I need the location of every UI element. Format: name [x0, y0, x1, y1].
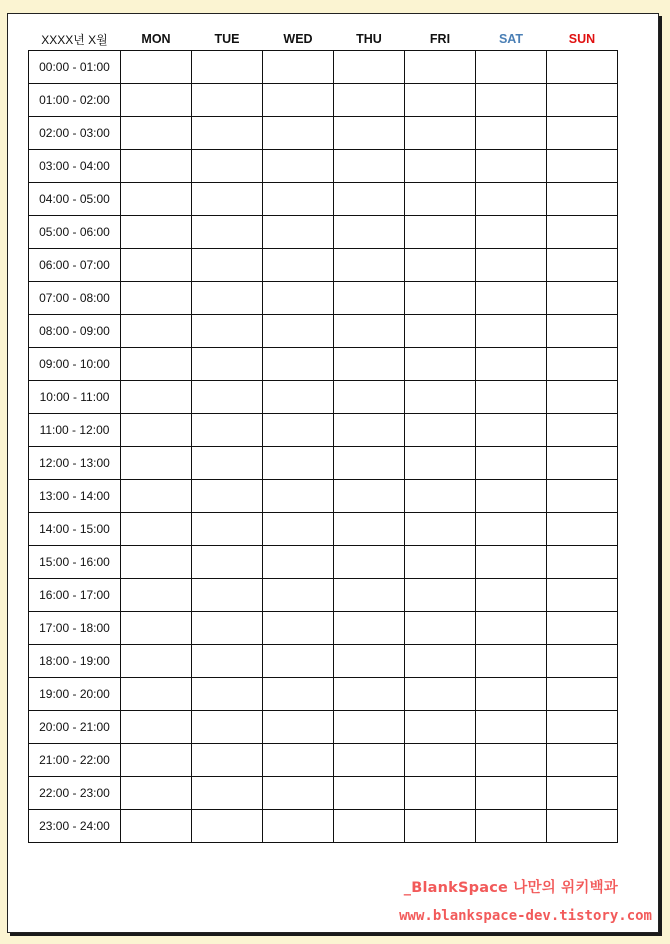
schedule-cell-fri[interactable] [405, 216, 476, 249]
schedule-cell-thu[interactable] [334, 249, 405, 282]
table-row [29, 480, 618, 513]
schedule-cell-wed[interactable] [263, 348, 334, 381]
schedule-cell-mon[interactable] [121, 513, 192, 546]
schedule-cell-sat[interactable] [476, 447, 547, 480]
schedule-cell-mon[interactable] [121, 546, 192, 579]
schedule-cell-sun[interactable] [547, 447, 618, 480]
schedule-cell-fri[interactable] [405, 579, 476, 612]
schedule-cell-mon[interactable] [121, 348, 192, 381]
schedule-cell-fri[interactable] [405, 546, 476, 579]
schedule-cell-wed[interactable] [263, 579, 334, 612]
schedule-cell-sun[interactable] [547, 282, 618, 315]
schedule-cell-sat[interactable] [476, 84, 547, 117]
weekly-schedule-table [28, 28, 618, 843]
table-row [29, 777, 618, 810]
time-slot-label: 23:00 - 24:00 [29, 810, 121, 843]
schedule-cell-mon[interactable] [121, 150, 192, 183]
schedule-cell-mon[interactable] [121, 612, 192, 645]
schedule-cell-fri[interactable] [405, 678, 476, 711]
schedule-cell-sat[interactable] [476, 711, 547, 744]
time-slot-label: 02:00 - 03:00 [29, 117, 121, 150]
schedule-cell-tue[interactable] [192, 711, 263, 744]
schedule-cell-thu[interactable] [334, 414, 405, 447]
schedule-cell-tue[interactable] [192, 84, 263, 117]
schedule-cell-tue[interactable] [192, 249, 263, 282]
schedule-cell-wed[interactable] [263, 612, 334, 645]
schedule-cell-tue[interactable] [192, 282, 263, 315]
schedule-cell-fri[interactable] [405, 150, 476, 183]
schedule-cell-sun[interactable] [547, 381, 618, 414]
schedule-cell-fri[interactable] [405, 183, 476, 216]
time-slot-label: 20:00 - 21:00 [29, 711, 121, 744]
schedule-cell-sat[interactable] [476, 480, 547, 513]
schedule-cell-mon[interactable] [121, 579, 192, 612]
schedule-cell-sun[interactable] [547, 249, 618, 282]
schedule-cell-wed[interactable] [263, 546, 334, 579]
schedule-cell-wed[interactable] [263, 513, 334, 546]
schedule-cell-sat[interactable] [476, 216, 547, 249]
table-row [29, 513, 618, 546]
table-row [29, 678, 618, 711]
schedule-cell-thu[interactable] [334, 579, 405, 612]
schedule-cell-mon[interactable] [121, 216, 192, 249]
schedule-cell-wed[interactable] [263, 51, 334, 84]
schedule-cell-mon[interactable] [121, 414, 192, 447]
schedule-cell-thu[interactable] [334, 282, 405, 315]
schedule-cell-mon[interactable] [121, 711, 192, 744]
schedule-cell-wed[interactable] [263, 777, 334, 810]
schedule-cell-mon[interactable] [121, 381, 192, 414]
table-row [29, 348, 618, 381]
schedule-cell-tue[interactable] [192, 414, 263, 447]
schedule-cell-sat[interactable] [476, 348, 547, 381]
schedule-cell-wed[interactable] [263, 711, 334, 744]
schedule-cell-wed[interactable] [263, 381, 334, 414]
time-slot-label: 15:00 - 16:00 [29, 546, 121, 579]
schedule-cell-thu[interactable] [334, 744, 405, 777]
schedule-cell-thu[interactable] [334, 84, 405, 117]
schedule-cell-sat[interactable] [476, 645, 547, 678]
schedule-cell-tue[interactable] [192, 183, 263, 216]
schedule-cell-thu[interactable] [334, 51, 405, 84]
schedule-cell-thu[interactable] [334, 546, 405, 579]
time-slot-label: 04:00 - 05:00 [29, 183, 121, 216]
schedule-cell-fri[interactable] [405, 414, 476, 447]
time-slot-label: 09:00 - 10:00 [29, 348, 121, 381]
schedule-cell-mon[interactable] [121, 744, 192, 777]
schedule-cell-thu[interactable] [334, 150, 405, 183]
schedule-cell-thu[interactable] [334, 513, 405, 546]
schedule-cell-fri[interactable] [405, 447, 476, 480]
time-slot-label: 19:00 - 20:00 [29, 678, 121, 711]
schedule-cell-sun[interactable] [547, 744, 618, 777]
schedule-cell-mon[interactable] [121, 51, 192, 84]
schedule-cell-fri[interactable] [405, 645, 476, 678]
table-row [29, 579, 618, 612]
schedule-cell-sat[interactable] [476, 810, 547, 843]
schedule-cell-fri[interactable] [405, 777, 476, 810]
time-slot-label: 06:00 - 07:00 [29, 249, 121, 282]
time-slot-label: 13:00 - 14:00 [29, 480, 121, 513]
schedule-cell-sat[interactable] [476, 744, 547, 777]
schedule-cell-sat[interactable] [476, 381, 547, 414]
schedule-cell-sun[interactable] [547, 414, 618, 447]
table-row [29, 315, 618, 348]
schedule-cell-mon[interactable] [121, 480, 192, 513]
time-slot-label: 22:00 - 23:00 [29, 777, 121, 810]
schedule-cell-thu[interactable] [334, 183, 405, 216]
schedule-cell-tue[interactable] [192, 645, 263, 678]
time-slot-label: 01:00 - 02:00 [29, 84, 121, 117]
schedule-cell-fri[interactable] [405, 51, 476, 84]
schedule-cell-mon[interactable] [121, 249, 192, 282]
schedule-cell-sun[interactable] [547, 612, 618, 645]
schedule-cell-tue[interactable] [192, 480, 263, 513]
table-row [29, 117, 618, 150]
time-slot-label: 16:00 - 17:00 [29, 579, 121, 612]
schedule-cell-tue[interactable] [192, 744, 263, 777]
schedule-cell-sun[interactable] [547, 678, 618, 711]
time-slot-label: 14:00 - 15:00 [29, 513, 121, 546]
schedule-cell-mon[interactable] [121, 183, 192, 216]
table-row [29, 51, 618, 84]
schedule-cell-sat[interactable] [476, 678, 547, 711]
schedule-cell-fri[interactable] [405, 315, 476, 348]
schedule-cell-tue[interactable] [192, 546, 263, 579]
schedule-cell-sat[interactable] [476, 249, 547, 282]
table-row [29, 711, 618, 744]
schedule-cell-sat[interactable] [476, 777, 547, 810]
table-row [29, 744, 618, 777]
schedule-cell-sun[interactable] [547, 645, 618, 678]
schedule-cell-sat[interactable] [476, 546, 547, 579]
schedule-cell-wed[interactable] [263, 447, 334, 480]
schedule-cell-wed[interactable] [263, 117, 334, 150]
schedule-cell-tue[interactable] [192, 315, 263, 348]
schedule-cell-wed[interactable] [263, 84, 334, 117]
schedule-cell-tue[interactable] [192, 810, 263, 843]
schedule-cell-fri[interactable] [405, 810, 476, 843]
schedule-cell-mon[interactable] [121, 777, 192, 810]
schedule-cell-thu[interactable] [334, 117, 405, 150]
schedule-cell-wed[interactable] [263, 216, 334, 249]
schedule-cell-sun[interactable] [547, 117, 618, 150]
schedule-cell-sat[interactable] [476, 513, 547, 546]
schedule-cell-tue[interactable] [192, 513, 263, 546]
schedule-cell-thu[interactable] [334, 612, 405, 645]
schedule-cell-mon[interactable] [121, 117, 192, 150]
schedule-cell-sat[interactable] [476, 414, 547, 447]
schedule-cell-thu[interactable] [334, 711, 405, 744]
schedule-cell-thu[interactable] [334, 777, 405, 810]
schedule-cell-sun[interactable] [547, 51, 618, 84]
table-row [29, 381, 618, 414]
schedule-cell-mon[interactable] [121, 678, 192, 711]
day-header-sun: SUN [568, 32, 596, 46]
schedule-cell-sun[interactable] [547, 480, 618, 513]
schedule-cell-thu[interactable] [334, 381, 405, 414]
schedule-cell-mon[interactable] [121, 282, 192, 315]
schedule-cell-sun[interactable] [547, 348, 618, 381]
day-header-fri: FRI [429, 32, 451, 46]
schedule-cell-sun[interactable] [547, 810, 618, 843]
schedule-cell-thu[interactable] [334, 678, 405, 711]
schedule-cell-wed[interactable] [263, 480, 334, 513]
table-row [29, 612, 618, 645]
day-header-thu: THU [356, 32, 382, 46]
header-row [29, 28, 618, 51]
schedule-cell-wed[interactable] [263, 744, 334, 777]
schedule-cell-wed[interactable] [263, 150, 334, 183]
time-slot-label: 00:00 - 01:00 [29, 51, 121, 84]
schedule-cell-sat[interactable] [476, 612, 547, 645]
day-header-tue: TUE [214, 32, 240, 46]
time-slot-label: 18:00 - 19:00 [29, 645, 121, 678]
schedule-cell-sat[interactable] [476, 183, 547, 216]
time-slot-label: 11:00 - 12:00 [29, 414, 121, 447]
table-row [29, 216, 618, 249]
schedule-cell-sat[interactable] [476, 51, 547, 84]
schedule-cell-fri[interactable] [405, 480, 476, 513]
schedule-cell-sun[interactable] [547, 711, 618, 744]
site-url: www.blankspace-dev.tistory.com [399, 908, 652, 924]
schedule-cell-sat[interactable] [476, 282, 547, 315]
schedule-cell-wed[interactable] [263, 810, 334, 843]
schedule-cell-sat[interactable] [476, 117, 547, 150]
schedule-cell-wed[interactable] [263, 315, 334, 348]
schedule-cell-sat[interactable] [476, 315, 547, 348]
schedule-cell-tue[interactable] [192, 381, 263, 414]
schedule-cell-fri[interactable] [405, 84, 476, 117]
schedule-cell-sun[interactable] [547, 183, 618, 216]
schedule-cell-tue[interactable] [192, 579, 263, 612]
timetable-page [7, 13, 659, 933]
schedule-cell-fri[interactable] [405, 513, 476, 546]
schedule-cell-tue[interactable] [192, 777, 263, 810]
schedule-cell-sat[interactable] [476, 150, 547, 183]
time-slot-label: 05:00 - 06:00 [29, 216, 121, 249]
schedule-cell-fri[interactable] [405, 711, 476, 744]
schedule-cell-mon[interactable] [121, 84, 192, 117]
schedule-cell-tue[interactable] [192, 612, 263, 645]
schedule-cell-thu[interactable] [334, 315, 405, 348]
schedule-cell-wed[interactable] [263, 414, 334, 447]
schedule-cell-thu[interactable] [334, 216, 405, 249]
schedule-cell-sun[interactable] [547, 777, 618, 810]
schedule-cell-tue[interactable] [192, 51, 263, 84]
time-slot-label: 08:00 - 09:00 [29, 315, 121, 348]
schedule-cell-sun[interactable] [547, 315, 618, 348]
table-row [29, 282, 618, 315]
time-slot-label: 17:00 - 18:00 [29, 612, 121, 645]
schedule-cell-wed[interactable] [263, 678, 334, 711]
table-row [29, 414, 618, 447]
schedule-cell-sun[interactable] [547, 150, 618, 183]
table-row [29, 645, 618, 678]
schedule-cell-tue[interactable] [192, 678, 263, 711]
schedule-cell-sun[interactable] [547, 579, 618, 612]
schedule-cell-fri[interactable] [405, 348, 476, 381]
table-row [29, 84, 618, 117]
schedule-cell-fri[interactable] [405, 612, 476, 645]
brand-text: _BlankSpace 나만의 위키백과 [403, 880, 618, 896]
schedule-cell-fri[interactable] [405, 249, 476, 282]
table-row [29, 447, 618, 480]
schedule-cell-thu[interactable] [334, 348, 405, 381]
schedule-cell-sun[interactable] [547, 84, 618, 117]
schedule-cell-thu[interactable] [334, 645, 405, 678]
schedule-cell-tue[interactable] [192, 348, 263, 381]
schedule-cell-wed[interactable] [263, 249, 334, 282]
schedule-cell-tue[interactable] [192, 150, 263, 183]
schedule-cell-thu[interactable] [334, 810, 405, 843]
schedule-cell-wed[interactable] [263, 183, 334, 216]
time-slot-label: 21:00 - 22:00 [29, 744, 121, 777]
table-row [29, 546, 618, 579]
schedule-cell-fri[interactable] [405, 744, 476, 777]
schedule-cell-tue[interactable] [192, 117, 263, 150]
month-label: XXXX년 X월 [41, 32, 108, 47]
time-slot-label: 12:00 - 13:00 [29, 447, 121, 480]
table-row [29, 183, 618, 216]
schedule-cell-sun[interactable] [547, 216, 618, 249]
time-slot-label: 07:00 - 08:00 [29, 282, 121, 315]
schedule-cell-thu[interactable] [334, 480, 405, 513]
schedule-cell-tue[interactable] [192, 216, 263, 249]
schedule-cell-mon[interactable] [121, 447, 192, 480]
schedule-cell-sat[interactable] [476, 579, 547, 612]
day-header-mon: MON [141, 32, 171, 46]
schedule-cell-wed[interactable] [263, 282, 334, 315]
schedule-cell-mon[interactable] [121, 645, 192, 678]
day-header-wed: WED [283, 32, 313, 46]
schedule-cell-wed[interactable] [263, 645, 334, 678]
table-row [29, 810, 618, 843]
schedule-cell-thu[interactable] [334, 447, 405, 480]
schedule-cell-tue[interactable] [192, 447, 263, 480]
schedule-cell-sun[interactable] [547, 546, 618, 579]
schedule-cell-fri[interactable] [405, 381, 476, 414]
schedule-cell-fri[interactable] [405, 282, 476, 315]
schedule-cell-mon[interactable] [121, 810, 192, 843]
table-row [29, 150, 618, 183]
table-row [29, 249, 618, 282]
time-slot-label: 10:00 - 11:00 [29, 381, 121, 414]
schedule-cell-sun[interactable] [547, 513, 618, 546]
time-slot-label: 03:00 - 04:00 [29, 150, 121, 183]
day-header-sat: SAT [498, 32, 524, 46]
schedule-cell-mon[interactable] [121, 315, 192, 348]
schedule-cell-fri[interactable] [405, 117, 476, 150]
